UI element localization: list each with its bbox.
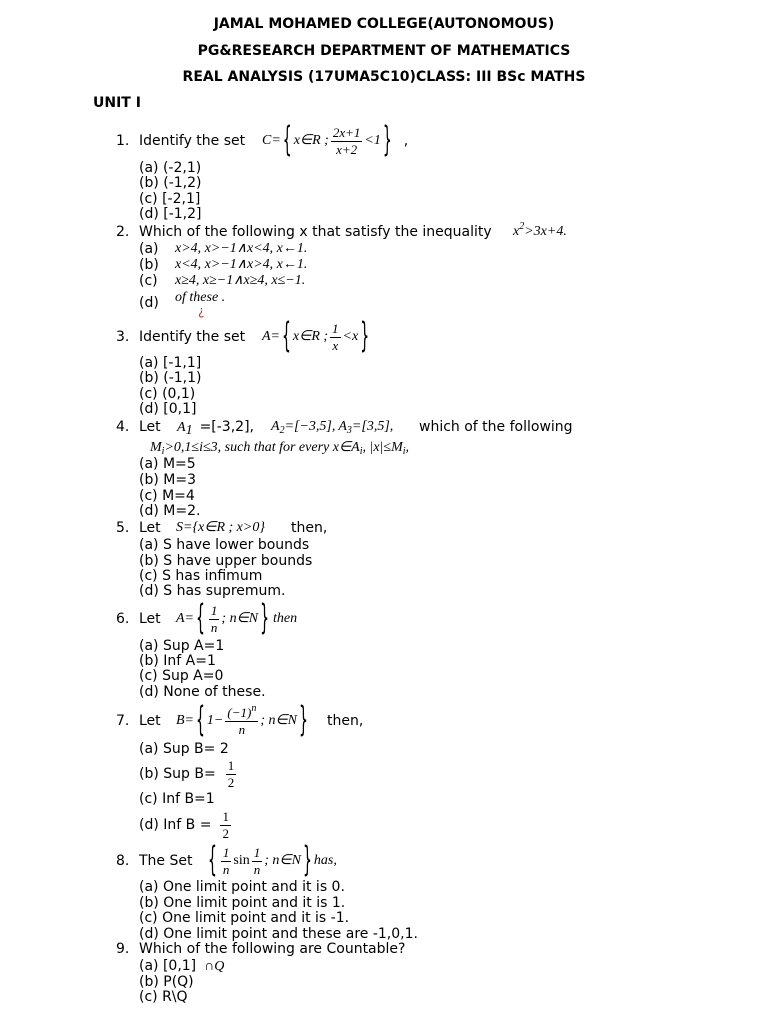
- option-b: (b) Inf A=1: [139, 653, 216, 669]
- fraction-denominator: 2: [227, 774, 235, 790]
- inequality-rest: >3x+4.: [524, 224, 567, 239]
- question-number: 2.: [116, 224, 130, 240]
- fraction-numerator: [225, 702, 258, 722]
- sine-function: sin: [233, 853, 250, 868]
- set-prefix: 1−: [206, 713, 224, 728]
- question-stem: The Set: [139, 853, 193, 869]
- fraction-numerator: 1: [210, 602, 218, 618]
- question-stem: Let: [139, 520, 161, 536]
- fraction: [225, 702, 258, 737]
- fraction-numerator: 2x+1: [332, 124, 361, 140]
- fraction-denominator: 2: [222, 825, 229, 841]
- fraction-denominator: n: [253, 861, 261, 877]
- unit-heading: UNIT I: [93, 95, 141, 111]
- inequality: [513, 221, 567, 240]
- open-brace: {: [282, 121, 292, 161]
- trailing-comma: ,: [403, 133, 409, 149]
- option-c: (c) Sup A=0: [139, 668, 224, 684]
- option-label: (a) [0,1]: [139, 958, 197, 974]
- question-stem: Let: [139, 713, 161, 729]
- fraction: [221, 846, 232, 877]
- option-a-label: (a): [139, 241, 159, 257]
- fraction-denominator: x+2: [336, 141, 358, 157]
- question-stem-tail: then,: [291, 520, 328, 536]
- condition-text: >0,1≤i≤3, such that for every x∈A: [164, 440, 360, 455]
- inequality-variable: x: [513, 224, 520, 239]
- option-a: (a) [-1,1]: [139, 355, 202, 371]
- fraction-denominator: n: [238, 721, 246, 737]
- close-brace: }: [260, 599, 270, 639]
- set-condition: ; n∈N: [260, 713, 298, 728]
- open-brace: {: [208, 841, 217, 881]
- option-b-label: (b): [139, 257, 159, 273]
- option-a-math: x>4, x>−1∧x<4, x←1.: [175, 241, 308, 256]
- fraction: [209, 604, 220, 635]
- question-number: 5.: [116, 520, 130, 536]
- option-b: (b) M=3: [139, 472, 196, 488]
- close-brace: }: [360, 317, 370, 357]
- set-subscript: 1: [185, 423, 193, 438]
- open-brace: {: [196, 599, 205, 639]
- option-b: (b) (-1,2): [139, 175, 202, 191]
- question-number: 6.: [116, 611, 130, 627]
- close-brace: }: [302, 841, 312, 881]
- option-d: (d) None of these.: [139, 684, 266, 700]
- question-number: 3.: [116, 329, 130, 345]
- fraction-denominator: n: [222, 861, 230, 877]
- question-number: 1.: [116, 133, 130, 149]
- interval-a1: [177, 419, 254, 436]
- option-a: (a) M=5: [139, 456, 196, 472]
- option-b: [139, 759, 238, 789]
- set-expression: [206, 842, 337, 880]
- question-stem: Let: [139, 419, 161, 435]
- option-b: (b) (-1,1): [139, 370, 202, 386]
- bound-condition: [150, 440, 409, 456]
- fraction-numerator: 1: [253, 844, 261, 860]
- set-condition: ; n∈N: [221, 611, 259, 626]
- question-stem: Identify the set: [139, 133, 246, 149]
- intersection-rationals: ∩Q: [204, 959, 225, 974]
- set-name: A=: [176, 611, 194, 626]
- fraction-numerator: 1: [227, 757, 235, 773]
- fraction-denominator: n: [210, 619, 218, 635]
- set-name: A: [338, 419, 347, 434]
- set-condition: <1: [364, 133, 381, 148]
- set-name: C=: [262, 133, 281, 148]
- set-name: B=: [176, 713, 194, 728]
- fraction: [330, 322, 341, 353]
- set-subscript: 3: [346, 425, 352, 436]
- option-d: (d) S has supremum.: [139, 583, 286, 599]
- condition-subscript: i: [161, 446, 165, 457]
- numerator-base: (−1): [227, 704, 252, 720]
- set-expression: [176, 600, 297, 638]
- option-a: (a) One limit point and it is 0.: [139, 879, 345, 895]
- set-condition: <x: [342, 329, 359, 344]
- option-b: (b) S have upper bounds: [139, 553, 313, 569]
- set-name: A: [177, 420, 186, 435]
- set-name: A=: [262, 329, 280, 344]
- set-expression: [176, 700, 310, 742]
- course-title: REAL ANALYSIS (17UMA5C10)CLASS: III BSc MATHS: [182, 69, 586, 85]
- question-stem: Let: [139, 611, 161, 627]
- set-name: A: [271, 419, 280, 434]
- stray-mark: ¿: [198, 304, 205, 318]
- question-stem: Which of the following are Countable?: [139, 941, 406, 957]
- fraction-numerator: 1: [332, 320, 339, 336]
- option-b: (b) P(Q): [139, 974, 194, 990]
- fraction-numerator: 1: [222, 844, 230, 860]
- option-c: (c) (0,1): [139, 386, 196, 402]
- option-b-math: x<4, x>−1∧x>4, x←1.: [175, 257, 308, 272]
- option-c: (c) One limit point and it is -1.: [139, 910, 350, 926]
- condition-text: , |x|≤M: [362, 440, 403, 455]
- question-stem-tail: has,: [313, 853, 337, 868]
- option-a: (a) Sup B= 2: [139, 741, 229, 757]
- option-c: (c) M=4: [139, 488, 195, 504]
- question-number: 4.: [116, 419, 130, 435]
- option-d: (d) M=2.: [139, 503, 201, 519]
- department-name: PG&RESEARCH DEPARTMENT OF MATHEMATICS: [197, 43, 571, 59]
- option-d: (d) [-1,2]: [139, 206, 202, 222]
- fraction: [331, 126, 363, 157]
- close-brace: }: [382, 121, 392, 161]
- fraction: [220, 810, 231, 841]
- numerator-exponent: n: [251, 702, 257, 714]
- option-d: [139, 810, 233, 840]
- set-member: x∈R ;: [293, 133, 329, 148]
- fraction: [252, 846, 263, 877]
- question-stem-tail: which of the following: [419, 419, 573, 435]
- inequality-exponent: 2: [519, 221, 525, 232]
- open-brace: {: [282, 317, 291, 357]
- set-subscript: 2: [279, 425, 285, 436]
- option-d: (d) One limit point and these are -1,0,1.: [139, 926, 418, 942]
- condition-text: ,: [405, 440, 410, 455]
- option-a: (a) Sup A=1: [139, 638, 225, 654]
- option-b: (b) One limit point and it is 1.: [139, 895, 346, 911]
- interval-value: =[−3,5],: [284, 419, 336, 434]
- option-a: (a) S have lower bounds: [139, 537, 310, 553]
- fraction-numerator: 1: [222, 808, 229, 824]
- set-condition: ; n∈N: [264, 853, 301, 868]
- set-expression: S={x∈R ; x>0}: [176, 520, 265, 535]
- question-stem: Which of the following x that satisfy the inequality: [139, 224, 492, 240]
- set-expression: [262, 122, 408, 160]
- question-number: 8.: [116, 853, 130, 869]
- option-d-label: (d): [139, 295, 159, 311]
- condition-subscript: i: [402, 446, 406, 457]
- open-brace: {: [196, 701, 205, 741]
- option-c: (c) R\Q: [139, 989, 188, 1005]
- option-d: (d) [0,1]: [139, 401, 197, 417]
- option-a: (a) (-2,1): [139, 160, 202, 176]
- set-expression: [262, 318, 371, 356]
- question-number: 9.: [116, 941, 130, 957]
- option-label: (d) Inf B =: [139, 817, 212, 833]
- intervals-a2-a3: [271, 419, 393, 435]
- option-a: [139, 958, 224, 975]
- question-stem-tail: then,: [327, 713, 364, 729]
- close-brace: }: [299, 701, 308, 741]
- question-number: 7.: [116, 713, 130, 729]
- option-label: (b) Sup B=: [139, 766, 216, 782]
- option-c-label: (c): [139, 273, 158, 289]
- college-name: JAMAL MOHAMED COLLEGE(AUTONOMOUS): [213, 16, 555, 32]
- option-d-math: of these .: [175, 290, 226, 305]
- option-c: (c) S has infimum: [139, 568, 263, 584]
- question-stem: Identify the set: [139, 329, 246, 345]
- question-stem-tail: then: [273, 611, 298, 626]
- option-c-math: x≥4, x≥−1∧x≥4, x≤−1.: [175, 273, 306, 288]
- set-member: x∈R ;: [292, 329, 329, 344]
- condition-subscript: i: [359, 446, 363, 457]
- interval-value: =[-3,2],: [199, 419, 254, 435]
- option-c: (c) [-2,1]: [139, 191, 201, 207]
- fraction: [226, 759, 237, 790]
- fraction-denominator: x: [332, 337, 339, 353]
- option-c: (c) Inf B=1: [139, 791, 215, 807]
- condition-text: M: [150, 440, 162, 455]
- interval-value: =[3,5],: [351, 419, 394, 434]
